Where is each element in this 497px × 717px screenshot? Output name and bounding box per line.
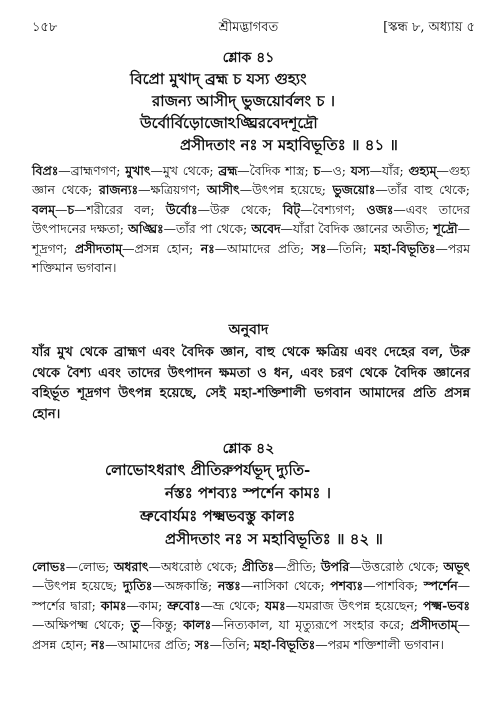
synonym-42-word: অধরাৎ — [113, 559, 149, 574]
synonym-41-word: উর্বোঃ — [165, 201, 198, 217]
synonym-41-meaning: —তাঁর বাহু থেকে; — [375, 182, 470, 198]
verse-41-synonyms — [32, 161, 470, 277]
book-title: শ্রীমদ্ভাগবত — [218, 20, 279, 35]
synonym-42-word: পক্ষ্ম-ভবঃ — [422, 597, 470, 613]
synonym-42-meaning: —উত্তরোষ্ঠ থেকে; — [349, 559, 444, 574]
synonym-41-meaning: —গুহ্য জ্ঞান থেকে; — [32, 163, 470, 198]
synonym-41-word: অঙ্ঘ্রিঃ — [128, 221, 164, 237]
synonym-41-word: ভুজয়োঃ — [332, 182, 376, 198]
synonym-42-word: মহা-বিভূতিঃ — [253, 636, 316, 652]
translation-heading: অনুবাদ — [228, 322, 269, 338]
synonym-42-meaning: —আমাদের প্রতি; — [105, 636, 195, 652]
synonym-41-meaning: —মুখ থেকে; — [150, 163, 219, 178]
synonym-41-meaning: —বৈশ্যগণ; — [300, 201, 367, 217]
synonym-41-word: অবেদ — [251, 221, 281, 237]
synonym-42-word: পশব্যঃ — [330, 578, 364, 594]
verse-42-line-2: র্নস্তঃ পশব্যঃ স্পর্শেন কামঃ । — [165, 484, 331, 502]
synonym-42-meaning: —উৎপন্ন হয়েছে; — [32, 578, 123, 594]
synonym-41-meaning: —তিনি; — [326, 240, 375, 256]
synonym-42-word: অভূৎ — [443, 559, 471, 574]
synonym-41-word: আসীৎ — [206, 182, 240, 198]
synonym-41-word: রাজন্যঃ — [98, 182, 139, 198]
synonym-42-word: স্পর্শেন — [423, 578, 458, 594]
synonym-42-meaning: —কাম; — [126, 597, 168, 613]
synonym-42-word: লোভঃ — [32, 559, 66, 574]
synonym-41-meaning: —শূদ্রগণ; — [32, 221, 470, 256]
synonym-42-word: নঃ — [91, 636, 106, 652]
synonym-41-meaning: —যাঁরা বৈদিক জ্ঞানের অতীত; — [280, 221, 434, 237]
synonym-41-meaning: —তাঁর পা থেকে; — [163, 221, 252, 237]
verse-42-line-1: লোভোঽধরাৎ প্রীতিরুপর্যভূদ্ দ্যুতি- — [105, 461, 311, 479]
synonym-41-word: সঃ — [311, 240, 327, 256]
synonym-42-meaning: —যমরাজ উৎপন্ন হয়েছেন; — [285, 597, 423, 613]
synonym-42-meaning: —পরম শক্তিশালী ভগবান। — [315, 636, 444, 652]
synonym-41-meaning: —এবং তাদের উৎপাদনের দক্ষতা; — [32, 201, 470, 237]
synonym-42-meaning: —স্পর্শের দ্বারা; — [32, 578, 470, 613]
synonym-41-meaning: —আমাদের প্রতি; — [214, 240, 312, 256]
synonym-41-word: মুখাৎ — [125, 163, 151, 178]
synonym-41-meaning: —যাঁর; — [369, 163, 409, 178]
synonym-42-meaning: —নাসিকা থেকে; — [240, 578, 331, 594]
synonym-42-word: যমঃ — [264, 597, 286, 613]
synonym-41-word: প্রসীদতাম্ — [74, 240, 123, 256]
verse-41-line-4: প্রসীদতাং নঃ স মহাবিভূতিঃ ॥ ৪১ ॥ — [180, 136, 398, 154]
synonym-41-meaning: — — [55, 201, 68, 217]
verse-41-translation: যাঁর মুখ থেকে ব্রাহ্মণ এবং বৈদিক জ্ঞান, বাহু থেকে ক্ষত্রিয় এবং দেহের বল, উরু থেকে বৈশ্য এবং তাদের উৎপাদন ক্ষমতা ও ধন, এবং চরণ থেকে বৈদিক জ্ঞানের বহির্ভূত শূদ্রগণ উৎপন্ন হয়েছে, সেই মহা-শক্তিশালী ভগবান আমাদের প্রতি প্রসন্ন হোন। — [32, 345, 470, 422]
synonym-42-word: প্রীতিঃ — [241, 559, 275, 574]
synonym-41-word: মহা-বিভূতিঃ — [374, 240, 436, 256]
verse-42-line-3: ভ্রুবোর্যমঃ পক্ষ্মভবস্তু কালঃ — [140, 507, 296, 525]
synonym-42-meaning: —ভ্রূ থেকে; — [200, 597, 265, 613]
synonym-42-meaning: —প্রসন্ন হোন; — [32, 617, 470, 652]
verse-41-title: শ্লোক ৪১ — [222, 50, 275, 66]
synonym-41-meaning: —প্রসন্ন হোন; — [122, 240, 201, 256]
synonym-42-word: কালঃ — [183, 617, 212, 633]
synonym-41-meaning: —ও; — [320, 163, 351, 178]
synonym-41-word: ব্রহ্ম — [218, 163, 238, 178]
synonym-41-meaning: —শরীরের বল; — [74, 201, 166, 217]
synonym-42-meaning: —অধরোষ্ঠ থেকে; — [148, 559, 242, 574]
synonym-42-meaning: —নিত্যকাল, যা মৃত্যুরূপে সংহার করে; — [211, 617, 411, 633]
verse-41-line-3: উর্বোর্বিড়োজোঽঙ্ঘ্রিরবেদশূদ্রৌ — [140, 114, 318, 132]
synonym-42-word: তু — [130, 617, 140, 633]
synonym-41-word: গুহ্যম্ — [408, 163, 437, 178]
synonym-41-word: চ — [313, 163, 321, 178]
synonym-41-meaning: —উৎপন্ন হয়েছে; — [239, 182, 333, 198]
synonym-42-meaning: —পাশবিক; — [363, 578, 424, 594]
verse-42-synonyms — [32, 557, 470, 654]
synonym-41-word: বিপ্রঃ — [32, 163, 59, 178]
synonym-42-word: কামঃ — [100, 597, 127, 613]
synonym-41-meaning: —ব্রাহ্মণগণ; — [58, 163, 126, 178]
synonym-42-meaning: —অক্ষিপক্ষ্ম থেকে; — [32, 617, 131, 633]
synonym-42-word: উপরি — [320, 559, 350, 574]
synonym-41-word: বিট্ — [282, 201, 301, 217]
synonym-42-meaning: —অঙ্গকান্তি; — [152, 578, 218, 594]
synonym-42-meaning: —লোভ; — [65, 559, 114, 574]
verse-41-line-1: বিপ্রো মুখাদ্ ব্রহ্ম চ যস্য গুহ্যং — [130, 70, 307, 88]
verse-42-line-4: প্রসীদতাং নঃ স মহাবিভূতিঃ ॥ ৪২ ॥ — [165, 530, 383, 548]
synonym-42-meaning: —তিনি; — [209, 636, 254, 652]
synonym-41-meaning: —ক্ষত্রিয়গণ; — [138, 182, 207, 198]
synonym-41-word: যস্য — [350, 163, 370, 178]
chapter-reference: [স্কন্ধ ৮, অধ্যায় ৫ — [383, 20, 475, 35]
synonym-41-meaning: —উরু থেকে; — [197, 201, 283, 217]
synonym-42-word: ভ্রুবোঃ — [167, 597, 201, 613]
synonym-41-meaning: —বৈদিক শাস্ত্র; — [237, 163, 314, 178]
synonym-42-word: প্রসীদতাম্ — [410, 617, 458, 633]
synonym-41-word: বলম্ — [32, 201, 56, 217]
synonym-41-word: নঃ — [200, 240, 215, 256]
synonym-41-word: চ — [67, 201, 75, 217]
synonym-41-word: ওজঃ — [366, 201, 394, 217]
synonym-42-meaning: —প্রীতি; — [274, 559, 321, 574]
synonym-42-word: নস্তঃ — [217, 578, 241, 594]
synonym-42-meaning: —কিন্তু; — [139, 617, 184, 633]
verse-42-title: শ্লোক ৪২ — [222, 441, 275, 457]
synonym-41-word: শূদ্রৌ — [433, 221, 458, 237]
verse-41-line-2: রাজন্য আসীদ্ ভুজয়োর্বলং চ । — [152, 92, 336, 110]
synonym-41-meaning: —পরম শক্তিমান ভগবান। — [32, 240, 470, 276]
synonym-42-word: দ্যুতিঃ — [122, 578, 153, 594]
page-number: ১৫৮ — [32, 20, 58, 35]
synonym-42-word: সঃ — [194, 636, 210, 652]
